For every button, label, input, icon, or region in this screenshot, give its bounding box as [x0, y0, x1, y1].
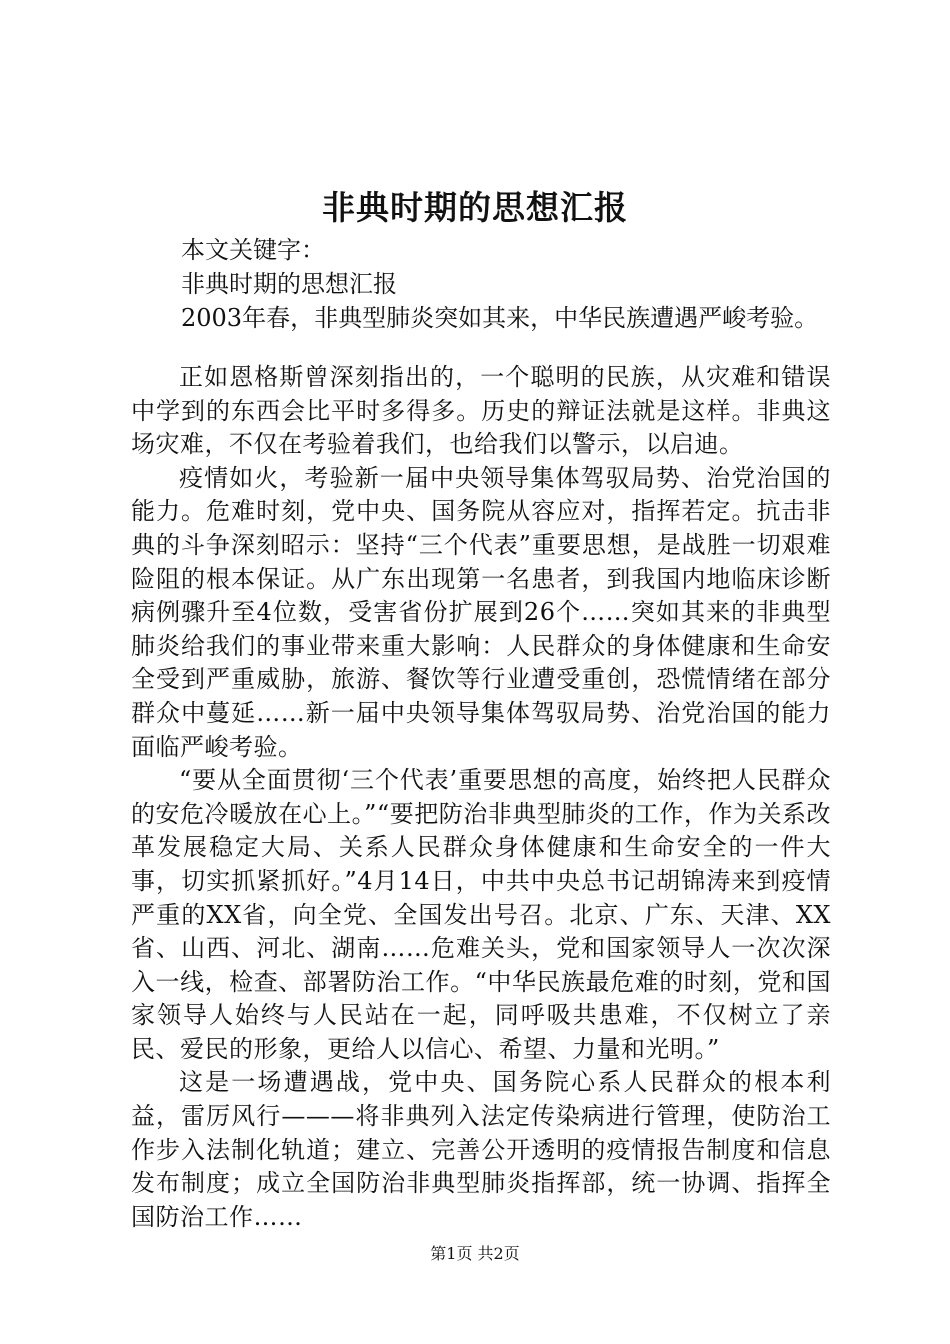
paragraph: 这是一场遭遇战，党中央、国务院心系人民群众的根本利益，雷厉风行———将非典列入法定传染病进行管理，使防治工作步入法制化轨道；建立、完善公开透明的疫情报告制度和信息发布制度；成立全国防治非典型肺炎指挥部，统一协调、指挥全国防治工作…… — [131, 1068, 831, 1231]
document-title: 非典时期的思想汇报 — [322, 188, 628, 227]
paragraph: 正如恩格斯曾深刻指出的，一个聪明的民族，从灾难和错误中学到的东西会比平时多得多。历史的辩证法就是这样。非典这场灾难，不仅在考验着我们，也给我们以警示，以启迪。 — [131, 363, 831, 459]
paragraph: 疫情如火，考验新一届中央领导集体驾驭局势、治党治国的能力。危难时刻，党中央、国务院从容应对，指挥若定。抗击非典的斗争深刻昭示：坚持“三个代表”重要思想，是战胜一切艰难险阻的根本保证。从广东出现第一名患者，到我国内地临床诊断病例骤升至4位数，受害省份扩展到26个……突如其来的非典型肺炎给我们的事业带来重大影响：人民群众的身体健康和生命安全受到严重威胁，旅游、餐饮等行业遭受重创，恐慌情绪在部分群众中蔓延……新一届中央领导集体驾驭局势、治党治国的能力面临严峻考验。 — [131, 463, 831, 761]
document-body — [131, 361, 831, 1234]
keywords-label: 本文关键字： — [181, 236, 325, 264]
paragraph: “要从全面贯彻‘三个代表’重要思想的高度，始终把人民群众的安危冷暖放在心上。”“要把防治非典型肺炎的工作，作为关系改革发展稳定大局、关系人民群众身体健康和生命安全的一件大事，切实抓紧抓好。”4月14日，中共中央总书记胡锦涛来到疫情严重的XX省，向全党、全国发出号召。北京、广东、天津、XX省、山西、河北、湖南……危难关头，党和国家领导人一次次深入一线，检查、部署防治工作。“中华民族最危难的时刻，党和国家领导人始终与人民站在一起，同呼吸共患难，不仅树立了亲民、爱民的形象，更给人以信心、希望、力量和光明。” — [131, 766, 831, 1063]
lead-line: 2003年春，非典型肺炎突如其来，中华民族遭遇严峻考验。 — [181, 304, 819, 332]
keywords-value: 非典时期的思想汇报 — [181, 270, 397, 298]
page-footer: 第1页 共2页 — [430, 1244, 520, 1263]
